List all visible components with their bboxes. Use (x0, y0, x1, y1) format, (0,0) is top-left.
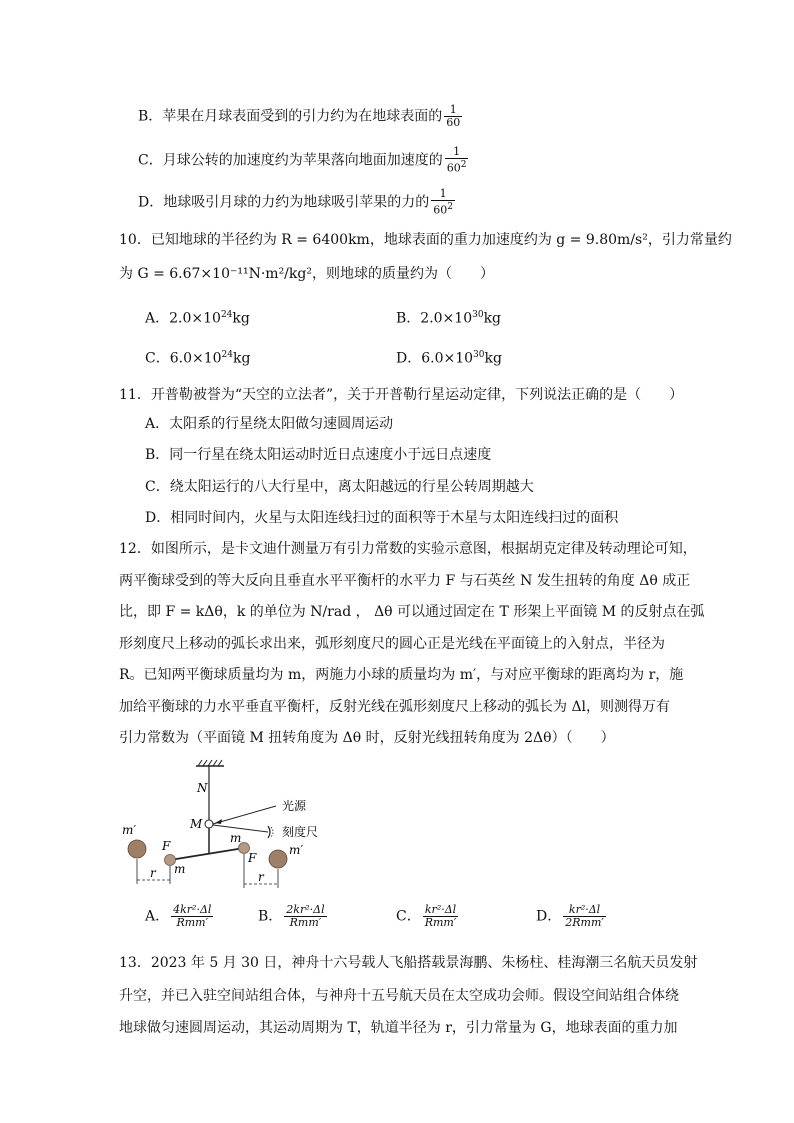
q11-option-c: C．绕太阳运行的八大行星中，离太阳越远的行星公转周期越大 (145, 479, 534, 495)
q12-option-b: B． $\frac{\text{2kr²·Δl}}{\text{Rmm′}}$ (258, 903, 325, 929)
q13-stem-line-1: 13．2023 年 5 月 30 日，神舟十六号载人飞船搭载景海鹏、朱杨柱、桂海潮三名航天员发射 (119, 955, 698, 971)
label-F-right: F (248, 851, 257, 865)
label-m-right: m (230, 831, 242, 845)
q9-option-c (138, 146, 468, 175)
q9-option-b (138, 104, 462, 129)
mirror (205, 820, 213, 828)
q12-stem-line-5: R。已知两平衡球质量均为 m，两施力小球的质量均为 m′，与对应平衡球的距离均为 r，施 (119, 667, 684, 683)
label-scale: 刻度尺 (282, 825, 319, 839)
label-m-left: m (174, 862, 186, 876)
arc-scale (268, 826, 270, 838)
ceiling-hatch (198, 760, 222, 766)
option-label: C． (138, 152, 163, 169)
q10-stem-line-1: 10．已知地球的半径约为 R = 6400km，地球表面的重力加速度约为 g = 9.80m/s²，引力常量约 (119, 232, 732, 248)
q11-option-d: D．相同时间内，火星与太阳连线扫过的面积等于木星与太阳连线扫过的面积 (145, 510, 619, 526)
option-text: 地球吸引月球的力约为地球吸引苹果的力的 (163, 194, 430, 211)
q12-stem-line-1: 12．如图所示，是卡文迪什测量万有引力常数的实验示意图，根据胡克定律及转动理论可知， (119, 541, 697, 557)
q11-option-b: B．同一行星在绕太阳运动时近日点速度小于远日点速度 (145, 447, 492, 463)
q12-stem-line-2: 两平衡球受到的等大反向且垂直水平平衡杆的水平力 F 与石英丝 N 发生扭转的角度 Δθ 成正 (119, 573, 691, 589)
q10-option-a: A．$2.0\times 10^{24}kg$ (145, 310, 250, 327)
q12-option-a: A． $\frac{\text{4kr²·Δl}}{\text{Rmm′}}$ (145, 903, 212, 929)
label-r-left: r (150, 866, 156, 880)
incident-ray (213, 806, 276, 824)
option-text: 月球公转的加速度约为苹果落向地面加速度的 (162, 152, 443, 169)
label-r-right: r (258, 870, 264, 884)
q10-stem-line-2: 为 G = 6.67×10⁻¹¹N·m²/kg²，则地球的质量约为（ ） (119, 266, 494, 282)
q12-stem-line-4: 形刻度尺上移动的弧长求出来，弧形刻度尺的圆心正是光线在平面镜上的入射点，半径为 (119, 636, 665, 652)
q11-stem: 11．开普勒被誉为“天空的立法者”，关于开普勒行星运动定律，下列说法正确的是（ ） (119, 387, 684, 403)
label-mprime-right: m′ (289, 843, 304, 857)
q12-stem-line-3: 比，即 F = kΔθ，k 的单位为 N/rad ， Δθ 可以通过固定在 T 形架上平面镜 M 的反射点在弧 (119, 604, 705, 620)
label-mprime-left: m′ (122, 823, 137, 837)
label-N: N (197, 781, 208, 795)
cavendish-diagram (118, 758, 348, 898)
q12-option-c: C． $\frac{\text{kr²·Δl}}{\text{Rmm′}}$ (396, 903, 457, 929)
q12-stem-line-6: 加给平衡球的力水平垂直平衡杆，反射光线在弧形刻度尺上移动的弧长为 Δl，则测得万有 (119, 699, 671, 715)
q9-option-d (138, 188, 455, 217)
label-F-left: F (162, 839, 171, 853)
option-text: 苹果在月球表面受到的引力约为在地球表面的 (162, 108, 443, 125)
q12-option-d: D． $\frac{\text{kr²·Δl}}{\text{2Rmm′}}$ (536, 903, 604, 929)
label-M: M (190, 817, 203, 831)
q13-stem-line-2: 升空，并已入驻空间站组合体，与神舟十五号航天员在太空成功会师。假设空间站组合体绕 (119, 988, 679, 1004)
fraction: $\frac{1}{60}$ (446, 103, 461, 129)
fraction: $\frac{1}{60^2}$ (446, 145, 467, 175)
q10-option-d: D．$6.0\times 10^{30}kg$ (396, 350, 502, 367)
q10-option-b: B．$2.0\times 10^{30}kg$ (396, 310, 502, 327)
label-light-source: 光源 (282, 799, 307, 813)
fraction: $\frac{1}{60^2}$ (433, 187, 453, 217)
balance-rod (170, 848, 244, 860)
q13-stem-line-3: 地球做匀速圆周运动，其运动周期为 T，轨道半径为 r，引力常量为 G，地球表面的重力加 (119, 1020, 678, 1036)
q11-option-a: A．太阳系的行星绕太阳做匀速圆周运动 (145, 416, 394, 432)
q10-option-c: C．$6.0\times 10^{24}kg$ (145, 350, 251, 367)
q12-stem-line-7: 引力常数为（平面镜 M 扭转角度为 Δθ 时，反射光线扭转角度为 2Δθ）（ ） (119, 730, 615, 746)
large-ball-right (269, 850, 287, 868)
large-ball-left (128, 840, 146, 858)
option-label: B． (138, 108, 163, 125)
option-label: D． (138, 194, 164, 211)
